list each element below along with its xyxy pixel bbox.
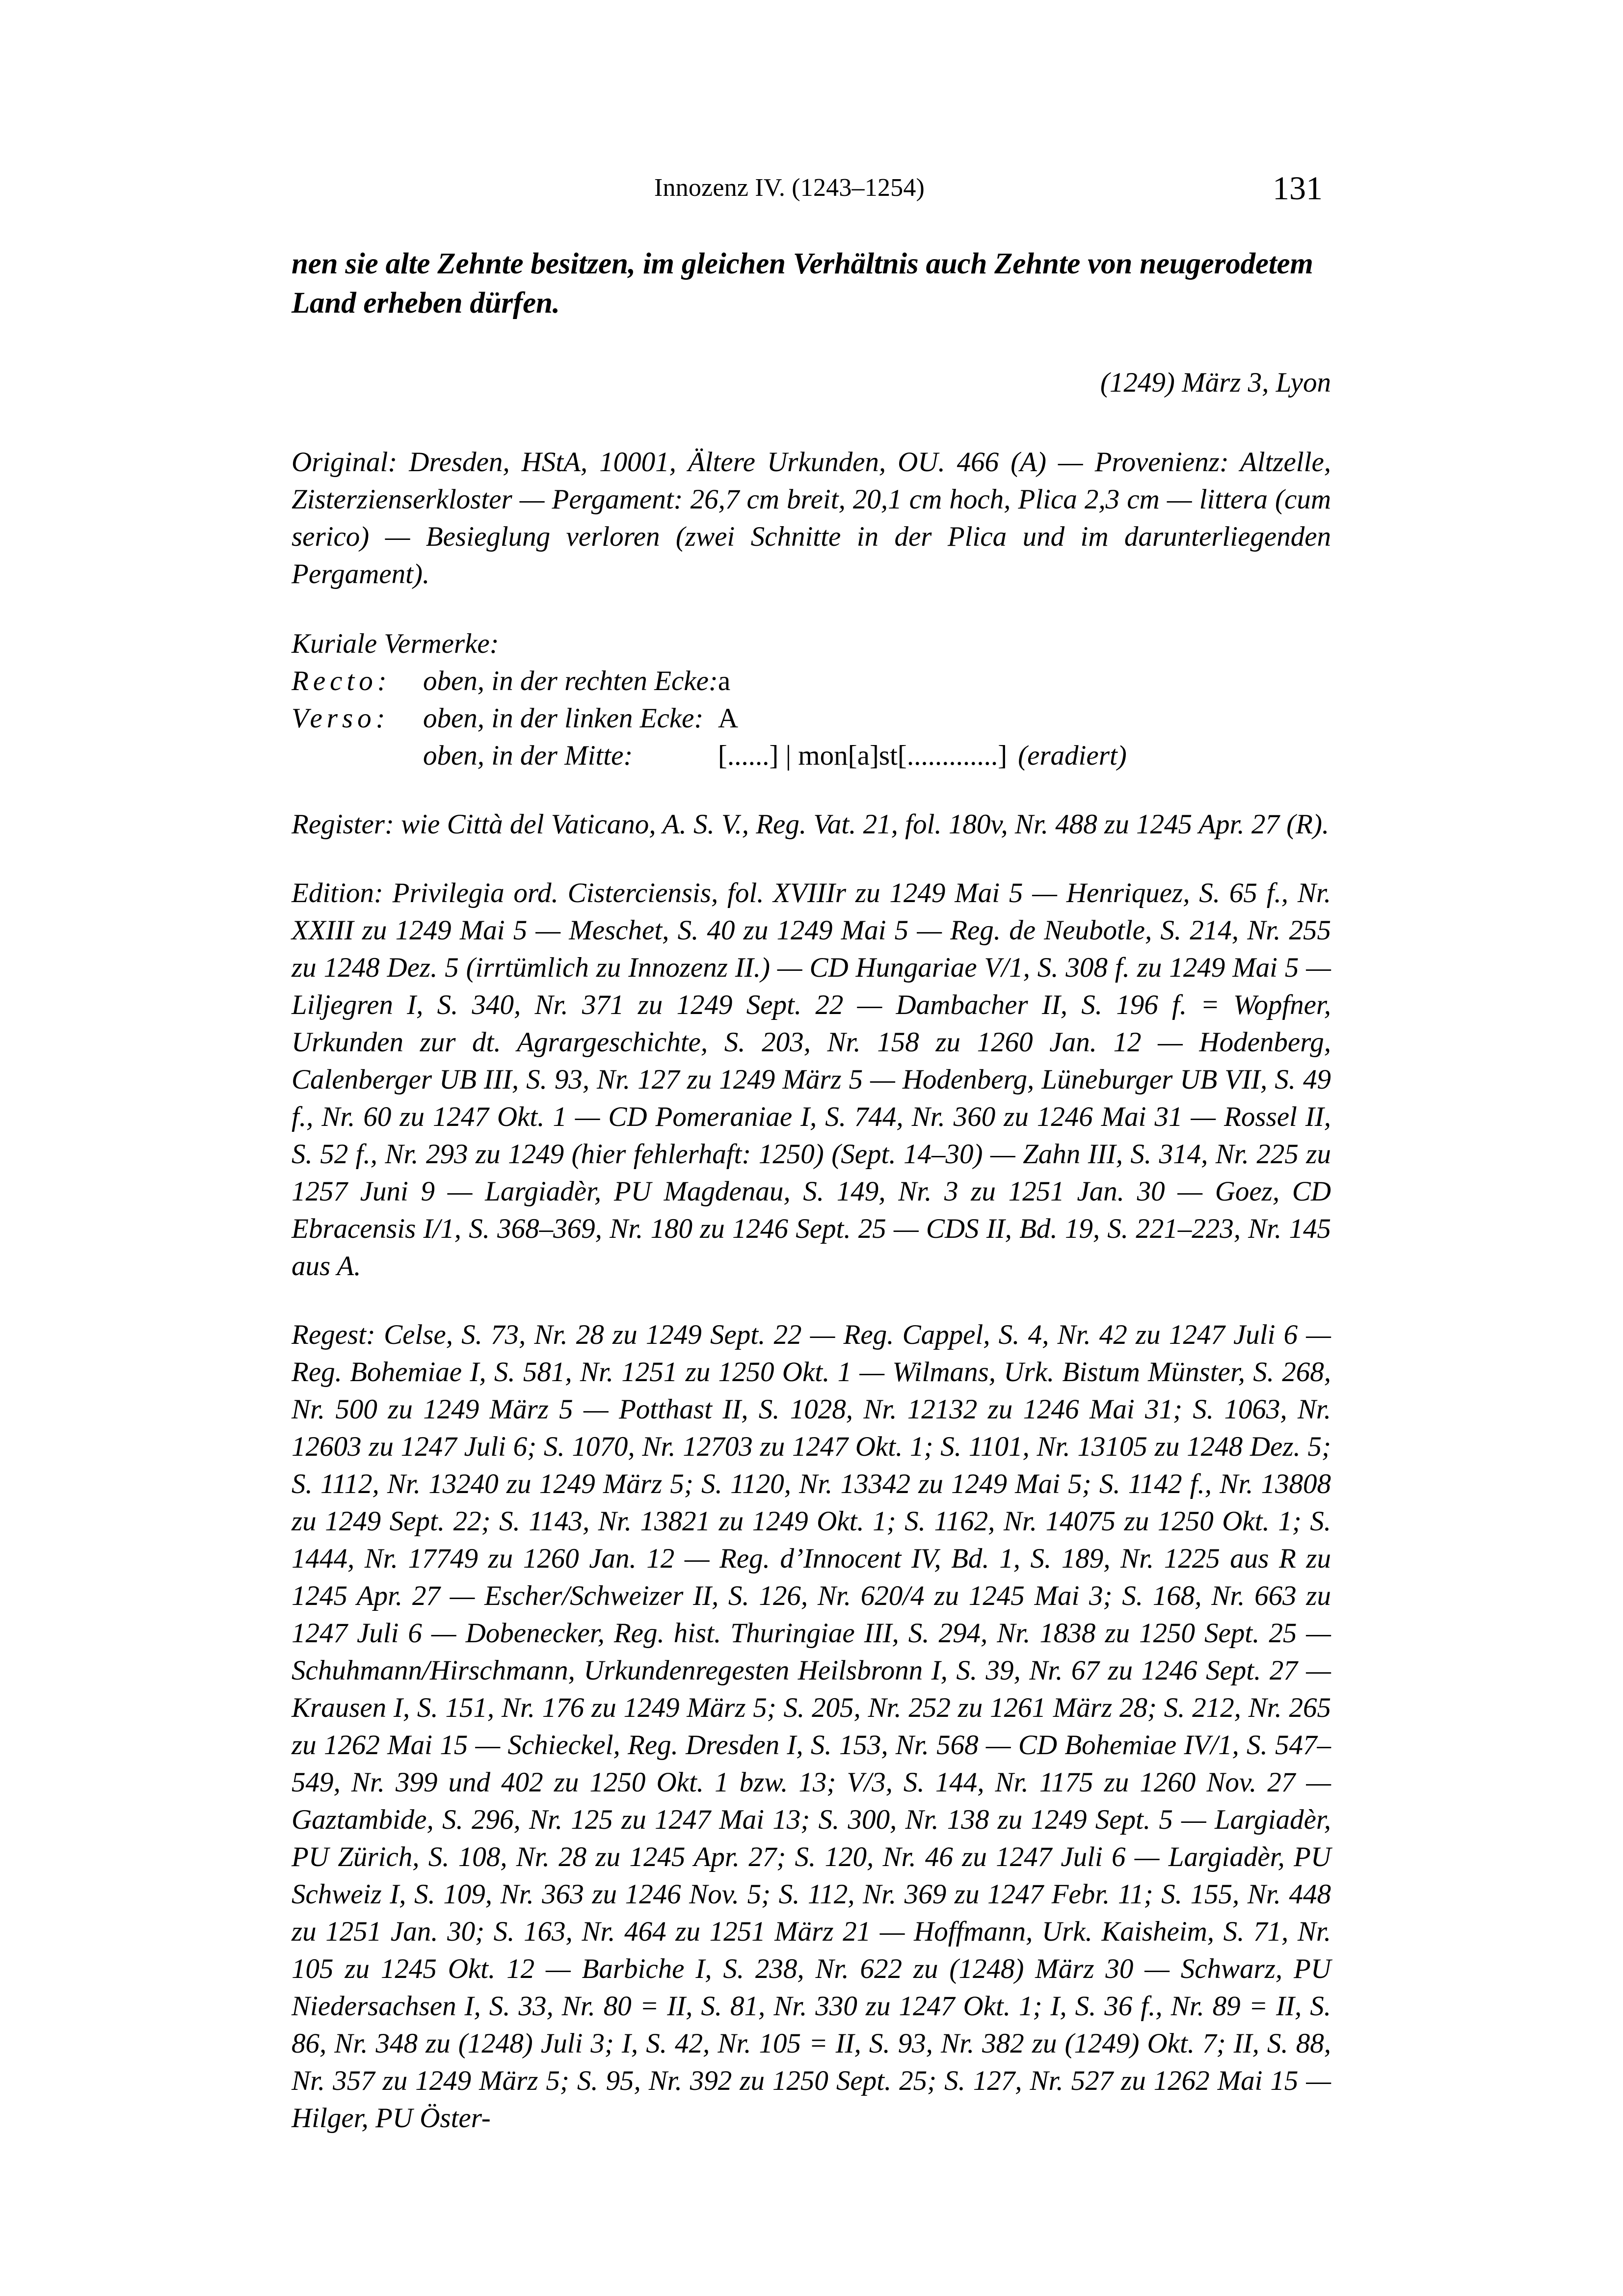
kuriale-vermerke-block [292, 625, 1331, 774]
dateline: (1249) März 3, Lyon [1100, 367, 1331, 398]
regest-paragraph: Regest: Celse, S. 73, Nr. 28 zu 1249 Sept. 22 — Reg. Cappel, S. 4, Nr. 42 zu 1247 Juli 6 — Reg. Bohemiae I, S. 581, Nr. 1251 zu 1250 Okt. 1 — Wilmans, Urk. Bistum Münster, S. 268, Nr. 500 zu 1249 März 5 — Potthast II, S. 1028, Nr. 12132 zu 1246 Mai 31; S. 1063, Nr. 12603 zu 1247 Juli 6; S. 1070, Nr. 12703 zu 1247 Okt. 1; S. 1101, Nr. 13105 zu 1248 Dez. 5; S. 1112, Nr. 13240 zu 1249 März 5; S. 1120, Nr. 13342 zu 1249 Mai 5; S. 1142 f., Nr. 13808 zu 1249 Sept. 22; S. 1143, Nr. 13821 zu 1249 Okt. 1; S. 1162, Nr. 14075 zu 1250 Okt. 1; S. 1444, Nr. 17749 zu 1260 Jan. 12 — Reg. d’Innocent IV, Bd. 1, S. 189, Nr. 1225 aus R zu 1245 Apr. 27 — Escher/Schweizer II, S. 126, Nr. 620/4 zu 1245 Mai 3; S. 168, Nr. 663 zu 1247 Juli 6 — Dobenecker, Reg. hist. Thuringiae III, S. 294, Nr. 1838 zu 1250 Sept. 25 — Schuhmann/Hirschmann, Urkundenregesten Heilsbronn I, S. 39, Nr. 67 zu 1246 Sept. 27 — Krausen I, S. 151, Nr. 176 zu 1249 März 5; S. 205, Nr. 252 zu 1261 März 28; S. 212, Nr. 265 zu 1262 Mai 15 — Schieckel, Reg. Dresden I, S. 153, Nr. 568 — CD Bohemiae IV/1, S. 547–549, Nr. 399 und 402 zu 1250 Okt. 1 bzw. 13; V/3, S. 144, Nr. 1175 zu 1260 Nov. 27 — Gaztambide, S. 296, Nr. 125 zu 1247 Mai 13; S. 300, Nr. 138 zu 1249 Sept. 5 — Largiadèr, PU Zürich, S. 108, Nr. 28 zu 1245 Apr. 27; S. 120, Nr. 46 zu 1247 Juli 6 — Largiadèr, PU Schweiz I, S. 109, Nr. 363 zu 1246 Nov. 5; S. 112, Nr. 369 zu 1247 Febr. 11; S. 155, Nr. 448 zu 1251 Jan. 30; S. 163, Nr. 464 zu 1251 März 21 — Hoffmann, Urk. Kaisheim, S. 71, Nr. 105 zu 1245 Okt. 12 — Barbiche I, S. 238, Nr. 622 zu (1248) März 30 — Schwarz, PU Niedersachsen I, S. 33, Nr. 80 = II, S. 81, Nr. 330 zu 1247 Okt. 1; I, S. 36 f., Nr. 89 = II, S. 86, Nr. 348 zu (1248) Juli 3; I, S. 42, Nr. 105 = II, S. 93, Nr. 382 zu (1249) Okt. 7; II, S. 88, Nr. 357 zu 1249 März 5; S. 95, Nr. 392 zu 1250 Sept. 25; S. 127, Nr. 527 zu 1262 Mai 15 — Hilger, PU Öster- [292, 1319, 1331, 2134]
running-head [0, 169, 1623, 207]
kuriale-table [292, 663, 1127, 774]
table-row [292, 700, 1127, 737]
table-row [292, 663, 1127, 700]
kuriale-side-recto: Recto: [292, 666, 391, 696]
kuriale-value-verso: A [718, 703, 739, 734]
register-paragraph: Register: wie Città del Vaticano, A. S. V., Reg. Vat. 21, fol. 180v, Nr. 488 zu 1245 Apr. 27 (R). [292, 809, 1330, 840]
text-column [292, 244, 1331, 2137]
kuriale-value-recto: a [718, 666, 731, 696]
kuriale-position-verso: oben, in der linken Ecke: [423, 703, 704, 734]
kuriale-position-recto: oben, in der rechten Ecke: [423, 666, 718, 696]
kuriale-heading: Kuriale Vermerke: [292, 628, 499, 659]
kuriale-position-mitte: oben, in der Mitte: [423, 740, 633, 771]
original-paragraph: Original: Dresden, HStA, 10001, Ältere Urkunden, OU. 466 (A) — Provenienz: Altzelle, Zisterzienserkloster — Pergament: 26,7 cm breit, 20,1 cm hoch, Plica 2,3 cm — littera (cum serico) — Besieglung verloren (zwei Schnitte in der Plica und im darunterliegenden Pergament). [292, 447, 1331, 589]
kuriale-note-verso [1007, 700, 1127, 737]
kuriale-note-recto [1007, 663, 1127, 700]
kuriale-side-empty [292, 737, 423, 774]
lede-paragraph: nen sie alte Zehnte besitzen, im gleichen Verhältnis auch Zehnte von neugerodetem Land erheben dürfen. [292, 247, 1313, 320]
kuriale-note-mitte: (eradiert) [1018, 740, 1127, 771]
page-number: 131 [1273, 169, 1323, 207]
table-row [292, 737, 1127, 774]
kuriale-value-mitte: [......] | mon[a]st[.............] [718, 740, 1008, 771]
running-head-title: Innozenz IV. (1243–1254) [654, 174, 925, 202]
edition-paragraph: Edition: Privilegia ord. Cisterciensis, fol. XVIIIr zu 1249 Mai 5 — Henriquez, S. 65 f., Nr. XXIII zu 1249 Mai 5 — Meschet, S. 40 zu 1249 Mai 5 — Reg. de Neubotle, S. 214, Nr. 255 zu 1248 Dez. 5 (irrtümlich zu Innozenz II.) — CD Hungariae V/1, S. 308 f. zu 1249 Mai 5 — Liljegren I, S. 340, Nr. 371 zu 1249 Sept. 22 — Dambacher II, S. 196 f. = Wopfner, Urkunden zur dt. Agrargeschichte, S. 203, Nr. 158 zu 1260 Jan. 12 — Hodenberg, Calenberger UB III, S. 93, Nr. 127 zu 1249 März 5 — Hodenberg, Lüneburger UB VII, S. 49 f., Nr. 60 zu 1247 Okt. 1 — CD Pomeraniae I, S. 744, Nr. 360 zu 1246 Mai 31 — Rossel II, S. 52 f., Nr. 293 zu 1249 (hier fehlerhaft: 1250) (Sept. 14–30) — Zahn III, S. 314, Nr. 225 zu 1257 Juni 9 — Largiadèr, PU Magdenau, S. 149, Nr. 3 zu 1251 Jan. 30 — Goez, CD Ebracensis I/1, S. 368–369, Nr. 180 zu 1246 Sept. 25 — CDS II, Bd. 19, S. 221–223, Nr. 145 aus A. [292, 878, 1331, 1281]
kuriale-side-verso: Verso: [292, 703, 390, 734]
